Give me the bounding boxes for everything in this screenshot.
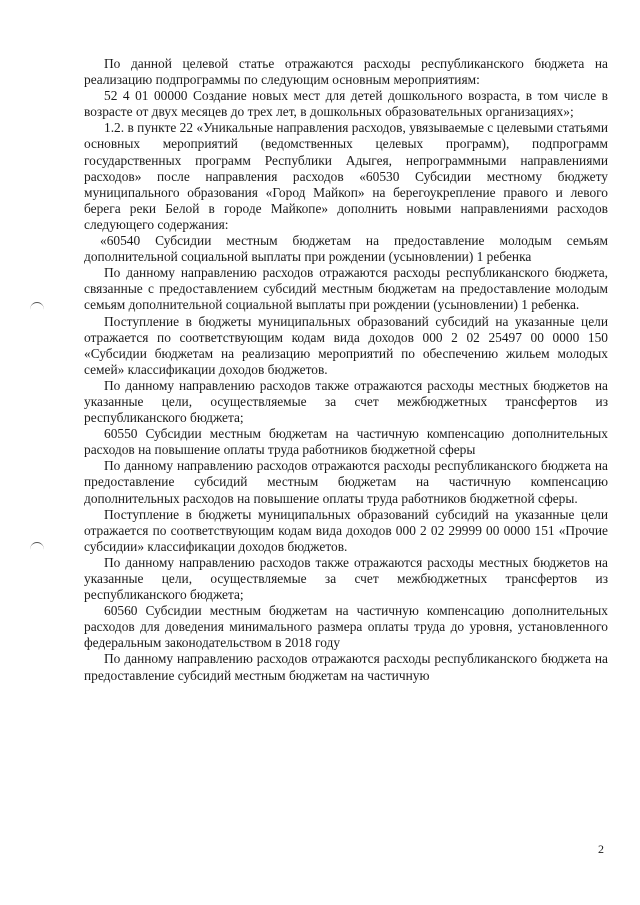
paragraph: 60560 Субсидии местным бюджетам на частичную компенсацию дополнительных расходов для доведения минимального размера оплаты труда до уровня, установленного федеральным законодательством в 2018 году: [84, 603, 608, 651]
paragraph: По данному направлению расходов отражаются расходы республиканского бюджета на предоставление субсидий местным бюджетам на частичную: [84, 651, 608, 683]
paragraph: 60550 Субсидии местным бюджетам на частичную компенсацию дополнительных расходов на повышение оплаты труда работников бюджетной сферы: [84, 426, 608, 458]
paragraph: По данному направлению расходов также отражаются расходы местных бюджетов на указанные цели, осуществляемые за счет межбюджетных трансфертов из республиканского бюджета;: [84, 554, 608, 603]
punch-hole-mark-icon: [30, 302, 44, 317]
paragraph: «60540 Субсидии местным бюджетам на предоставление молодым семьям дополнительной социальной выплаты при рождении (усыновлении) 1 ребенка: [84, 233, 608, 265]
document-body: [84, 56, 608, 684]
paragraph: 52 4 01 00000 Создание новых мест для детей дошкольного возраста, в том числе в возрасте от двух месяцев до трех лет, в дошкольных образовательных организациях»;: [84, 88, 608, 120]
paragraph: По данному направлению расходов также отражаются расходы местных бюджетов на указанные цели, осуществляемые за счет межбюджетных трансфертов из республиканского бюджета;: [84, 377, 608, 426]
paragraph: По данному направлению расходов отражаются расходы республиканского бюджета на предоставление субсидий местным бюджетам на частичную компенсацию дополнительных расходов на повышение оплаты труда работников бюджетной сферы.: [84, 458, 608, 506]
paragraph: По данному направлению расходов отражаются расходы республиканского бюджета, связанные с предоставлением субсидий местным бюджетам на предоставление молодым семьям дополнительной социальной выплаты при рождении (усыновлении) 1 ребенка.: [84, 265, 608, 313]
paragraph: 1.2. в пункте 22 «Уникальные направления расходов, увязываемые с целевыми статьями основных мероприятий (ведомственных целевых программ), подпрограмм государственных программ Республики Адыгея, непрограммными направлениями расходов» после направления расходов «60530 Субсидии местному бюджету муниципального образования «Город Майкоп» на берегоукрепление правого и левого берега реки Белой в городе Майкопе» дополнить новыми направлениями расходов следующего содержания:: [84, 120, 608, 232]
paragraph: Поступление в бюджеты муниципальных образований субсидий на указанные цели отражается по соответствующим кодам вида доходов 000 2 02 25497 00 0000 150 «Субсидии бюджетам на реализацию мероприятий по обеспечению жильем молодых семей» классификации доходов бюджетов.: [84, 313, 608, 377]
paragraph: По данной целевой статье отражаются расходы республиканского бюджета на реализацию подпрограммы по следующим основным мероприятиям:: [84, 56, 608, 88]
punch-hole-mark-icon: [30, 542, 44, 557]
paragraph: Поступление в бюджеты муниципальных образований субсидий на указанные цели отражается по соответствующим кодам вида доходов 000 2 02 29999 00 0000 151 «Прочие субсидии» классификации доходов бюджетов.: [84, 506, 608, 554]
page-number: 2: [598, 842, 604, 856]
